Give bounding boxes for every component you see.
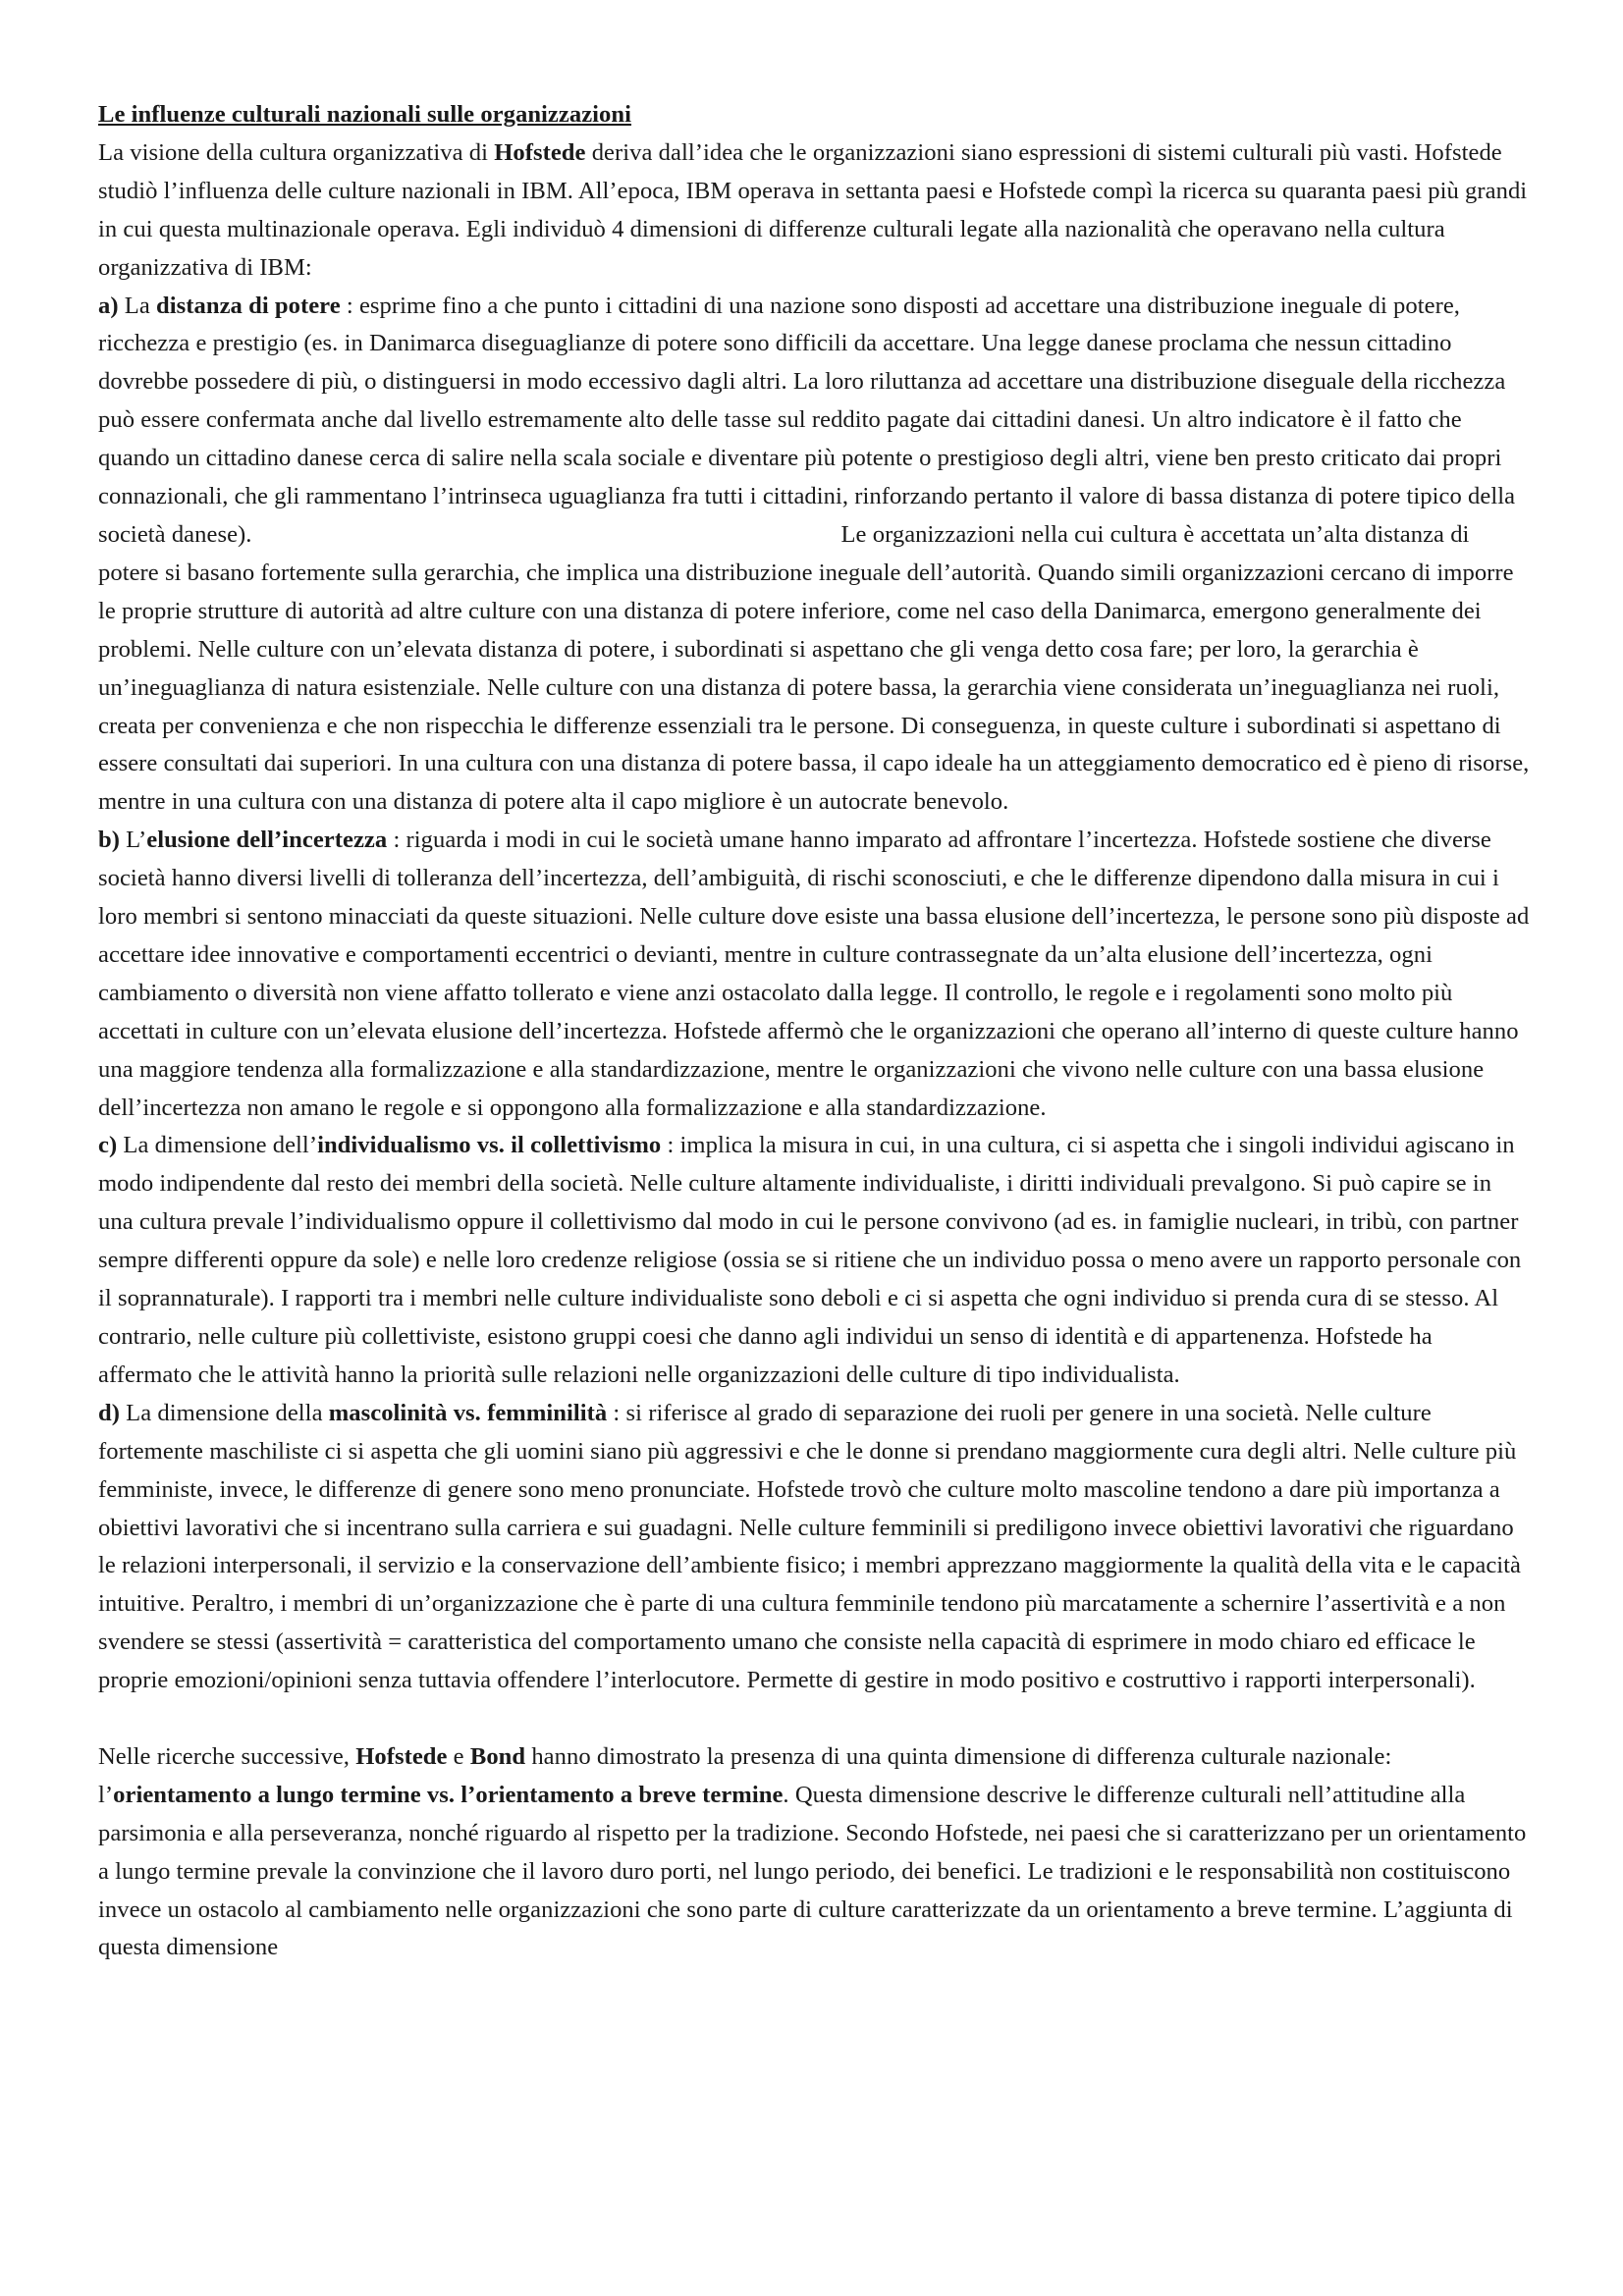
section-d-term: mascolinità vs. femminilità — [328, 1399, 608, 1426]
section-b-text-2: : riguarda i modi in cui le società umane hanno imparato ad affrontare l’incertezza. Hofstede sostiene che diverse società hanno diversi livelli di tolleranza dell’incertezza, dell’ambiguità, di rischi sconosciuti, e che le differenze dipendono dalla misura in cui i loro membri si sentono minacciati da queste situazioni. Nelle culture dove esiste una bassa elusione dell’incertezza, le persone sono più disposte ad accettare idee innovative e comportamenti eccentrici o devianti, mentre in culture contrassegnate da un’alta elusione dell’incertezza, ogni cambiamento o diversità non viene affatto tollerato e viene anzi ostacolato dalla legge. Il controllo, le regole e i regolamenti sono molto più accettati in culture con un’elevata elusione dell’incertezza. Hofstede affermò che le organizzazioni che operano all’interno di queste culture hanno una maggiore tendenza alla formalizzazione e alla standardizzazione, mentre le organizzazioni che vivono nelle culture con una bassa elusione dell’incertezza non amano le regole e si oppongono alla formalizzazione e alla standardizzazione. — [98, 827, 1530, 1121]
intro-bold-hofstede: Hofstede — [494, 138, 586, 166]
document-page — [98, 96, 1532, 1967]
fifth-text-2: e — [447, 1742, 470, 1770]
fifth-bold-bond: Bond — [469, 1742, 526, 1770]
section-d-marker: d) — [98, 1399, 120, 1426]
section-c-text-2: : implica la misura in cui, in una cultura, ci si aspetta che i singoli individui agiscano in modo indipendente dal resto dei membri della società. Nelle culture altamente individualiste, i diritti individuali prevalgono. Si può capire se in una cultura prevale l’individualismo oppure il collettivismo dal modo in cui le persone convivono (ad es. in famiglie nucleari, in tribù, con partner sempre differenti oppure da sole) e nelle loro credenze religiose (ossia se si ritiene che un individuo possa o meno avere un rapporto personale con il soprannaturale). I rapporti tra i membri nelle culture individualiste sono deboli e ci si aspetta che ogni individuo si prenda cura di se stesso. Al contrario, nelle culture più collettiviste, esistono gruppi coesi che danno agli individui un senso di identità e di appartenenza. Hofstede ha affermato che le attività hanno la priorità sulle relazioni nelle organizzazioni delle culture di tipo individualista. — [98, 1132, 1522, 1388]
section-c-text-1: La dimensione dell’ — [117, 1132, 318, 1159]
section-a-paragraph — [98, 288, 1532, 823]
fifth-text-3: hanno dimostrato la presenza di una quinta dimensione di differenza culturale nazionale: l’ — [98, 1742, 1392, 1808]
section-d-paragraph — [98, 1395, 1532, 1700]
fifth-text-4: . Questa dimensione descrive le differenze culturali nell’attitudine alla parsimonia e alla perseveranza, nonché riguardo al rispetto per la tradizione. Secondo Hofstede, nei paesi che si caratterizzano per un orientamento a lungo termine prevale la convinzione che il lavoro duro porti, nel lungo periodo, dei benefici. Le tradizioni e le responsabilità non costituiscono invece un ostacolo al cambiamento nelle organizzazioni che sono parte di culture caratterizzate da un orientamento a breve termine. L’aggiunta di questa dimensione — [98, 1781, 1527, 1961]
section-b-paragraph — [98, 822, 1532, 1127]
section-c-marker: c) — [98, 1132, 118, 1159]
intro-text-2: deriva dall’idea che le organizzazioni siano espressioni di sistemi culturali più vasti. Hofstede studiò l’influenza delle culture nazionali in IBM. All’epoca, IBM operava in settanta paesi e Hofstede compì la ricerca su quaranta paesi più grandi in cui questa multinazionale operava. Egli individuò 4 dimensioni di differenze culturali legate alla nazionalità che operavano nella cultura organizzativa di IBM: — [98, 138, 1528, 281]
intro-paragraph — [98, 134, 1532, 288]
fifth-term: orientamento a lungo termine vs. l’orientamento a breve termine — [113, 1781, 784, 1808]
fifth-bold-hofstede: Hofstede — [355, 1742, 448, 1770]
section-c-term: individualismo vs. il collettivismo — [317, 1132, 662, 1159]
intro-text-1: La visione della cultura organizzativa di — [98, 138, 495, 166]
section-a-text-2: : esprime fino a che punto i cittadini di una nazione sono disposti ad accettare una distribuzione ineguale di potere, ricchezza e prestigio (es. in Danimarca diseguaglianze di potere sono difficili da accettare. Una legge danese proclama che nessun cittadino dovrebbe possedere di più, o distinguersi in modo eccessivo dagli altri. La loro riluttanza ad accettare una distribuzione diseguale della ricchezza può essere confermata anche dal livello estremamente alto delle tasse sul reddito pagate dai cittadini danesi. Un altro indicatore è il fatto che quando un cittadino danese cerca di salire nella scala sociale e diventare più potente o prestigioso degli altri, viene ben presto criticato dai propri connazionali, che gli rammentano l’intrinseca uguaglianza fra tutti i cittadini, rinforzando pertanto il valore di bassa distanza di potere tipico della società danese). — [98, 292, 1516, 548]
section-d-text-1: La dimensione della — [119, 1399, 329, 1426]
fifth-text-1: Nelle ricerche successive, — [98, 1742, 356, 1770]
section-a-marker: a) — [98, 292, 119, 319]
section-a-text-1: La — [118, 292, 157, 319]
section-a-term: distanza di potere — [156, 292, 341, 319]
document-title: Le influenze culturali nazionali sulle organizzazioni — [98, 101, 632, 128]
fifth-dimension-paragraph — [98, 1738, 1532, 1967]
section-d-text-2: : si riferisce al grado di separazione dei ruoli per genere in una società. Nelle culture fortemente maschiliste ci si aspetta che gli uomini siano più aggressivi e che le donne si prendano maggiormente cura degli altri. Nelle culture più femministe, invece, le differenze di genere sono meno pronunciate. Hofstede trovò che culture molto mascoline tendono a dare più importanza a obiettivi lavorativi che si incentrano sulla carriera e sui guadagni. Nelle culture femminili si prediligono invece obiettivi lavorativi che riguardano le relazioni interpersonali, il servizio e la conservazione dell’ambiente fisico; i membri apprezzano maggiormente la qualità della vita e le capacità intuitive. Peraltro, i membri di un’organizzazione che è parte di una cultura femminile tendono più marcatamente a schernire l’assertività e a non svendere se stessi (assertività = caratteristica del comportamento umano che consiste nella capacità di esprimere in modo chiaro ed efficace le proprie emozioni/opinioni senza tuttavia offendere l’interlocutore. Permette di gestire in modo positivo e costruttivo i rapporti interpersonali). — [98, 1399, 1522, 1694]
section-a-text-3: Le organizzazioni nella cui cultura è accettata un’alta distanza di potere si basano fortemente sulla gerarchia, che implica una distribuzione ineguale dell’autorità. Quando simili organizzazioni cercano di imporre le proprie strutture di autorità ad altre culture con una distanza di potere inferiore, come nel caso della Danimarca, emergono generalmente dei problemi. Nelle culture con un’elevata distanza di potere, i subordinati si aspettano che gli venga detto cosa fare; per loro, la gerarchia è un’ineguaglianza di natura esistenziale. Nelle culture con una distanza di potere bassa, la gerarchia viene considerata un’ineguaglianza nei ruoli, creata per convenienza e che non rispecchia le differenze essenziali tra le persone. Di conseguenza, in queste culture i subordinati si aspettano di essere consultati dai superiori. In una cultura con una distanza di potere bassa, il capo ideale ha un atteggiamento democratico ed è pieno di risorse, mentre in una cultura con una distanza di potere alta il capo migliore è un autocrate benevolo. — [98, 520, 1530, 816]
paragraph-gap — [98, 1700, 1532, 1738]
section-b-text-1: L’ — [119, 827, 147, 854]
section-b-term: elusione dell’incertezza — [146, 827, 388, 854]
section-c-paragraph — [98, 1127, 1532, 1394]
section-b-marker: b) — [98, 827, 120, 854]
